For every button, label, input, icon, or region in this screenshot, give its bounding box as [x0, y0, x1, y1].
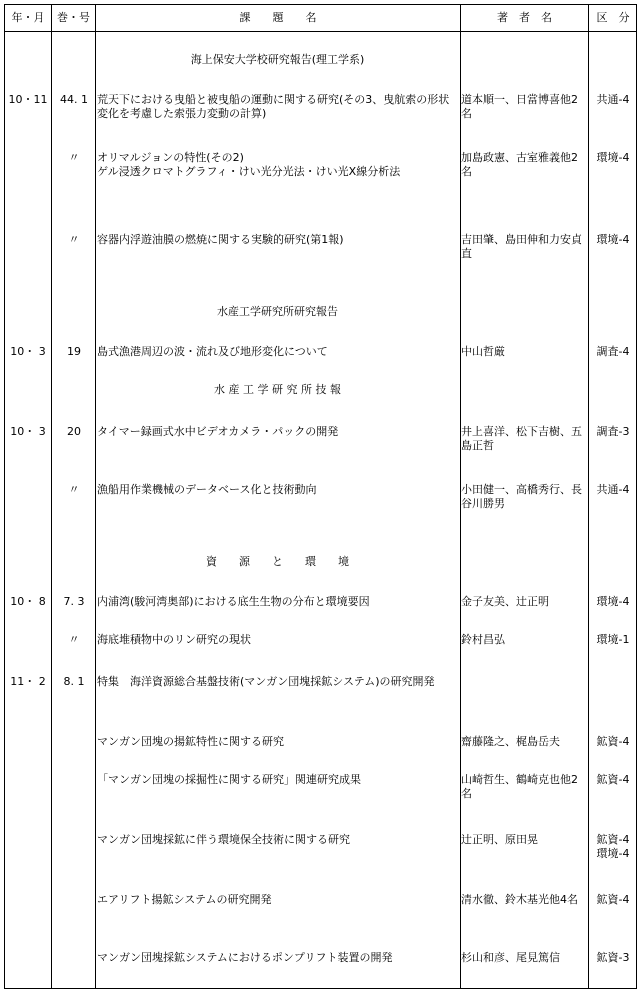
entry-volume: 19: [67, 345, 81, 358]
section-title: 資 源 と 環 境: [206, 555, 349, 568]
entry-date: 11・ 2: [10, 675, 46, 688]
entry-category: 環境-4: [596, 233, 630, 246]
entry-title: 特集 海洋資源総合基盤技術(マンガン団塊採鉱システム)の研究開発: [97, 675, 435, 688]
entry-title: マンガン団塊採鉱システムにおけるポンプリフト装置の開発: [97, 951, 393, 964]
entry-author: 加島政憲、古室雅義他2名: [461, 151, 578, 178]
entry-author: 清水徹、鈴木基光他4名: [461, 893, 578, 906]
entry-title: 荒天下における曳船と被曳船の運動に関する研究(その3、曳航索の形状変化を考慮した索張力変動の計算): [97, 93, 450, 120]
entry-author: 齋藤隆之、梶島岳夫: [461, 735, 560, 748]
header-title: 課 題 名: [239, 11, 317, 24]
entry-category: 共通-4: [596, 483, 630, 496]
entry-volume: 7. 3: [63, 595, 85, 608]
entry-author: 鈴村昌弘: [461, 633, 505, 646]
entry-volume: 20: [67, 425, 81, 438]
entry-date: 10・ 3: [10, 345, 46, 358]
section-title: 水産工学研究所研究報告: [217, 305, 338, 318]
entry-author: 小田健一、高橋秀行、長谷川勝男: [461, 483, 582, 510]
entry-category: 鉱資-4: [596, 893, 630, 906]
header-date: 年・月: [11, 11, 45, 24]
entry-date: 10・ 8: [10, 595, 46, 608]
entry-title: マンガン団塊採鉱に伴う環境保全技術に関する研究: [97, 833, 350, 846]
entry-title: タイマー録画式水中ビデオカメラ・パックの開発: [97, 425, 339, 438]
entry-category: 鉱資-4: [596, 773, 630, 786]
entry-title: オリマルジョンの特性(その2) ゲル浸透クロマトグラフィ・けい光分光法・けい光X線分析法: [97, 151, 401, 178]
entry-category: 調査-3: [596, 425, 630, 438]
entry-title: 容器内浮遊油膜の燃焼に関する実験的研究(第1報): [97, 233, 344, 246]
entry-title: 「マンガン団塊の採掘性に関する研究」関連研究成果: [97, 773, 361, 786]
entry-author: 辻正明、原田晃: [461, 833, 538, 846]
header-divider: [5, 31, 636, 32]
publication-table: [4, 4, 637, 989]
column-divider: [51, 5, 52, 988]
entry-volume: 〃: [68, 151, 80, 164]
entry-author: 杉山和彦、尾見篤信: [461, 951, 560, 964]
entry-date: 10・11: [8, 93, 48, 106]
entry-volume: 8. 1: [63, 675, 85, 688]
header-category: 区 分: [596, 11, 630, 24]
entry-author: 山崎哲生、鶴崎克也他2名: [461, 773, 578, 800]
entry-volume: 〃: [68, 633, 80, 646]
entry-category: 鉱資-3: [596, 951, 630, 964]
entry-volume: 〃: [68, 233, 80, 246]
header-volume: 巻・号: [57, 11, 90, 24]
entry-category: 環境-1: [596, 633, 630, 646]
entry-title: マンガン団塊の揚鉱特性に関する研究: [97, 735, 284, 748]
entry-title: 島式漁港周辺の波・流れ及び地形変化について: [97, 345, 328, 358]
entry-category: 鉱資-4 環境-4: [596, 833, 630, 860]
entry-category: 共通-4: [596, 93, 630, 106]
entry-author: 金子友美、辻正明: [461, 595, 549, 608]
entry-category: 環境-4: [596, 595, 630, 608]
section-title: 水 産 工 学 研 究 所 技 報: [214, 383, 341, 396]
entry-author: 吉田肇、島田伸和力安貞直: [461, 233, 582, 260]
entry-author: 道本順一、日當博喜他2名: [461, 93, 578, 120]
entry-volume: 〃: [68, 483, 80, 496]
entry-category: 環境-4: [596, 151, 630, 164]
entry-title: 漁船用作業機械のデータベース化と技術動向: [97, 483, 317, 496]
entry-title: エアリフト揚鉱システムの研究開発: [97, 893, 272, 906]
entry-volume: 44. 1: [60, 93, 88, 106]
entry-title: 内浦湾(駿河湾奥部)における底生生物の分布と環境要因: [97, 595, 370, 608]
entry-title: 海底堆積物中のリン研究の現状: [97, 633, 251, 646]
entry-category: 調査-4: [596, 345, 630, 358]
entry-category: 鉱資-4: [596, 735, 630, 748]
header-author: 著 者 名: [497, 11, 552, 24]
section-title: 海上保安大学校研究報告(理工学系): [190, 53, 365, 66]
column-divider: [95, 5, 96, 988]
entry-author: 井上喜洋、松下吉樹、五島正哲: [461, 425, 582, 452]
entry-author: 中山哲厳: [461, 345, 505, 358]
entry-date: 10・ 3: [10, 425, 46, 438]
